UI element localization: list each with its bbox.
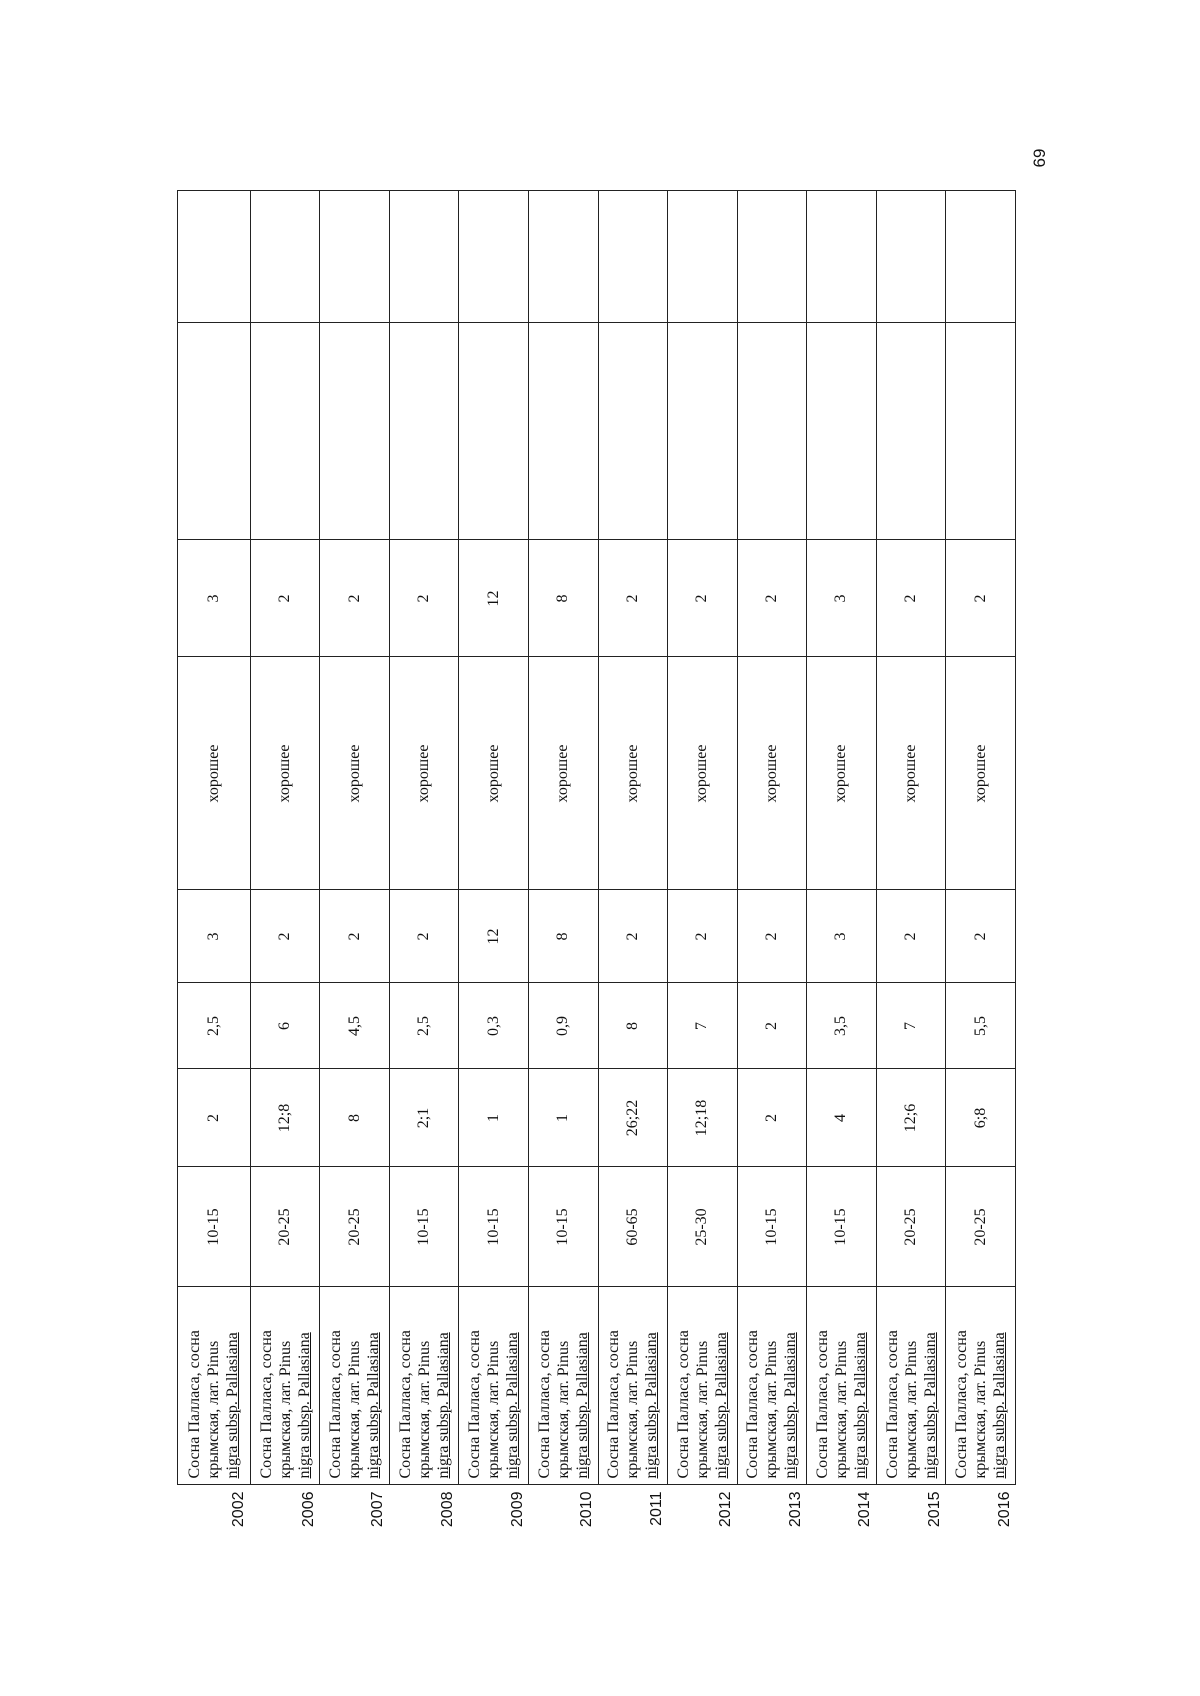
species-line: nigra subsp. Pallasiana	[921, 1332, 939, 1479]
species-line: Сосна Палласа, сосна	[257, 1330, 275, 1479]
species-line: Сосна Палласа, сосна	[186, 1330, 204, 1479]
rotated-table-container	[177, 191, 1016, 1540]
empty-cell	[598, 323, 668, 540]
species-line: nigra subsp. Pallasiana	[573, 1332, 591, 1479]
count-cell: 2	[946, 890, 1016, 983]
table-row	[250, 191, 320, 1540]
measure-cell: 8	[598, 983, 668, 1069]
measure-cell: 2;1	[389, 1069, 459, 1167]
count-cell: 2	[389, 540, 459, 657]
species-line: nigra subsp. Pallasiana	[851, 1332, 869, 1479]
species-line: Сосна Палласа, сосна	[466, 1330, 484, 1479]
empty-cell	[807, 191, 877, 323]
empty-cell	[737, 323, 807, 540]
empty-cell	[459, 323, 529, 540]
measure-cell: 6;8	[946, 1069, 1016, 1167]
age-cell: 10-15	[178, 1167, 251, 1287]
table-row	[320, 191, 390, 1540]
empty-cell	[250, 323, 320, 540]
count-cell: 3	[178, 890, 251, 983]
measure-cell: 2,5	[178, 983, 251, 1069]
species-line: крымская, лат. Pinus	[276, 1340, 294, 1479]
species-cell	[459, 1287, 529, 1485]
empty-cell	[178, 323, 251, 540]
condition-cell: хорошее	[459, 657, 529, 890]
empty-cell	[250, 191, 320, 323]
species-line: nigra subsp. Pallasiana	[365, 1332, 383, 1479]
page-number: 69	[1030, 148, 1049, 168]
measure-cell: 12;8	[250, 1069, 320, 1167]
condition-cell: хорошее	[737, 657, 807, 890]
count-cell: 8	[529, 540, 599, 657]
empty-cell	[389, 323, 459, 540]
year-cell: 2015	[876, 1485, 946, 1540]
species-cell	[529, 1287, 599, 1485]
year-cell: 2016	[946, 1485, 1016, 1540]
count-cell: 2	[876, 540, 946, 657]
condition-cell: хорошее	[668, 657, 738, 890]
age-cell: 60-65	[598, 1167, 668, 1287]
species-line: Сосна Палласа, сосна	[535, 1330, 553, 1479]
species-cell	[668, 1287, 738, 1485]
species-line: крымская, лат. Pinus	[415, 1340, 433, 1479]
measure-cell: 3,5	[807, 983, 877, 1069]
count-cell: 3	[807, 890, 877, 983]
table-row	[668, 191, 738, 1540]
measure-cell: 26;22	[598, 1069, 668, 1167]
table-row	[459, 191, 529, 1540]
table-row	[178, 191, 251, 1540]
species-line: Сосна Палласа, сосна	[674, 1330, 692, 1479]
species-line: крымская, лат. Pinus	[902, 1340, 920, 1479]
count-cell: 2	[598, 540, 668, 657]
condition-cell: хорошее	[178, 657, 251, 890]
species-line: крымская, лат. Pinus	[693, 1340, 711, 1479]
condition-cell: хорошее	[389, 657, 459, 890]
empty-cell	[876, 191, 946, 323]
data-table	[177, 191, 1016, 1541]
species-line: Сосна Палласа, сосна	[883, 1330, 901, 1479]
species-cell	[389, 1287, 459, 1485]
measure-cell: 1	[459, 1069, 529, 1167]
count-cell: 3	[178, 540, 251, 657]
measure-cell: 12;18	[668, 1069, 738, 1167]
year-cell: 2013	[737, 1485, 807, 1540]
measure-cell: 7	[668, 983, 738, 1069]
count-cell: 8	[529, 890, 599, 983]
empty-cell	[598, 191, 668, 323]
empty-cell	[320, 191, 390, 323]
measure-cell: 2	[737, 1069, 807, 1167]
species-line: nigra subsp. Pallasiana	[991, 1332, 1009, 1479]
age-cell: 20-25	[320, 1167, 390, 1287]
year-cell: 2006	[250, 1485, 320, 1540]
empty-cell	[529, 191, 599, 323]
measure-cell: 6	[250, 983, 320, 1069]
table-row	[946, 191, 1016, 1540]
condition-cell: хорошее	[946, 657, 1016, 890]
empty-cell	[668, 323, 738, 540]
count-cell: 12	[459, 540, 529, 657]
count-cell: 2	[946, 540, 1016, 657]
measure-cell: 5,5	[946, 983, 1016, 1069]
measure-cell: 2,5	[389, 983, 459, 1069]
empty-cell	[178, 191, 251, 323]
count-cell: 12	[459, 890, 529, 983]
empty-cell	[668, 191, 738, 323]
year-cell: 2011	[598, 1485, 668, 1540]
species-line: nigra subsp. Pallasiana	[643, 1332, 661, 1479]
year-cell: 2007	[320, 1485, 390, 1540]
condition-cell: хорошее	[529, 657, 599, 890]
age-cell: 20-25	[876, 1167, 946, 1287]
count-cell: 2	[389, 890, 459, 983]
empty-cell	[737, 191, 807, 323]
species-line: крымская, лат. Pinus	[972, 1340, 990, 1479]
empty-cell	[946, 191, 1016, 323]
measure-cell: 12;6	[876, 1069, 946, 1167]
age-cell: 10-15	[389, 1167, 459, 1287]
species-cell	[737, 1287, 807, 1485]
measure-cell: 1	[529, 1069, 599, 1167]
measure-cell: 0,9	[529, 983, 599, 1069]
species-cell	[320, 1287, 390, 1485]
count-cell: 2	[250, 540, 320, 657]
measure-cell: 0,3	[459, 983, 529, 1069]
count-cell: 2	[320, 890, 390, 983]
species-line: крымская, лат. Pinus	[624, 1340, 642, 1479]
year-cell: 2002	[178, 1485, 251, 1540]
age-cell: 20-25	[250, 1167, 320, 1287]
year-cell: 2010	[529, 1485, 599, 1540]
condition-cell: хорошее	[250, 657, 320, 890]
species-line: крымская, лат. Pinus	[485, 1340, 503, 1479]
count-cell: 2	[668, 540, 738, 657]
species-line: nigra subsp. Pallasiana	[434, 1332, 452, 1479]
year-cell: 2014	[807, 1485, 877, 1540]
age-cell: 20-25	[946, 1167, 1016, 1287]
species-line: крымская, лат. Pinus	[763, 1340, 781, 1479]
table-row	[737, 191, 807, 1540]
empty-cell	[876, 323, 946, 540]
species-line: крымская, лат. Pinus	[346, 1340, 364, 1479]
empty-cell	[529, 323, 599, 540]
empty-cell	[807, 323, 877, 540]
species-line: nigra subsp. Pallasiana	[224, 1332, 242, 1479]
species-line: крымская, лат. Pinus	[205, 1340, 223, 1479]
age-cell: 10-15	[807, 1167, 877, 1287]
condition-cell: хорошее	[320, 657, 390, 890]
species-line: nigra subsp. Pallasiana	[295, 1332, 313, 1479]
species-cell	[807, 1287, 877, 1485]
species-line: Сосна Палласа, сосна	[744, 1330, 762, 1479]
table-row	[807, 191, 877, 1540]
count-cell: 2	[598, 890, 668, 983]
age-cell: 25-30	[668, 1167, 738, 1287]
count-cell: 2	[737, 540, 807, 657]
year-cell: 2008	[389, 1485, 459, 1540]
count-cell: 3	[807, 540, 877, 657]
age-cell: 10-15	[529, 1167, 599, 1287]
species-line: Сосна Палласа, сосна	[953, 1330, 971, 1479]
measure-cell: 4	[807, 1069, 877, 1167]
year-cell: 2012	[668, 1485, 738, 1540]
table-row	[598, 191, 668, 1540]
species-line: Сосна Палласа, сосна	[813, 1330, 831, 1479]
count-cell: 2	[320, 540, 390, 657]
condition-cell: хорошее	[598, 657, 668, 890]
species-line: nigra subsp. Pallasiana	[782, 1332, 800, 1479]
empty-cell	[320, 323, 390, 540]
measure-cell: 4,5	[320, 983, 390, 1069]
species-line: крымская, лат. Pinus	[554, 1340, 572, 1479]
table-row	[389, 191, 459, 1540]
table-body	[178, 191, 1016, 1540]
species-line: Сосна Палласа, сосна	[327, 1330, 345, 1479]
species-line: nigra subsp. Pallasiana	[712, 1332, 730, 1479]
measure-cell: 8	[320, 1069, 390, 1167]
species-cell	[946, 1287, 1016, 1485]
count-cell: 2	[668, 890, 738, 983]
empty-cell	[946, 323, 1016, 540]
year-cell: 2009	[459, 1485, 529, 1540]
measure-cell: 7	[876, 983, 946, 1069]
species-line: Сосна Палласа, сосна	[605, 1330, 623, 1479]
condition-cell: хорошее	[807, 657, 877, 890]
count-cell: 2	[250, 890, 320, 983]
species-cell	[178, 1287, 251, 1485]
species-cell	[876, 1287, 946, 1485]
empty-cell	[389, 191, 459, 323]
age-cell: 10-15	[737, 1167, 807, 1287]
species-cell	[250, 1287, 320, 1485]
table-row	[876, 191, 946, 1540]
measure-cell: 2	[178, 1069, 251, 1167]
species-line: nigra subsp. Pallasiana	[504, 1332, 522, 1479]
species-line: крымская, лат. Pinus	[832, 1340, 850, 1479]
table-row	[529, 191, 599, 1540]
count-cell: 2	[737, 890, 807, 983]
count-cell: 2	[876, 890, 946, 983]
species-cell	[598, 1287, 668, 1485]
empty-cell	[459, 191, 529, 323]
measure-cell: 2	[737, 983, 807, 1069]
age-cell: 10-15	[459, 1167, 529, 1287]
condition-cell: хорошее	[876, 657, 946, 890]
species-line: Сосна Палласа, сосна	[396, 1330, 414, 1479]
